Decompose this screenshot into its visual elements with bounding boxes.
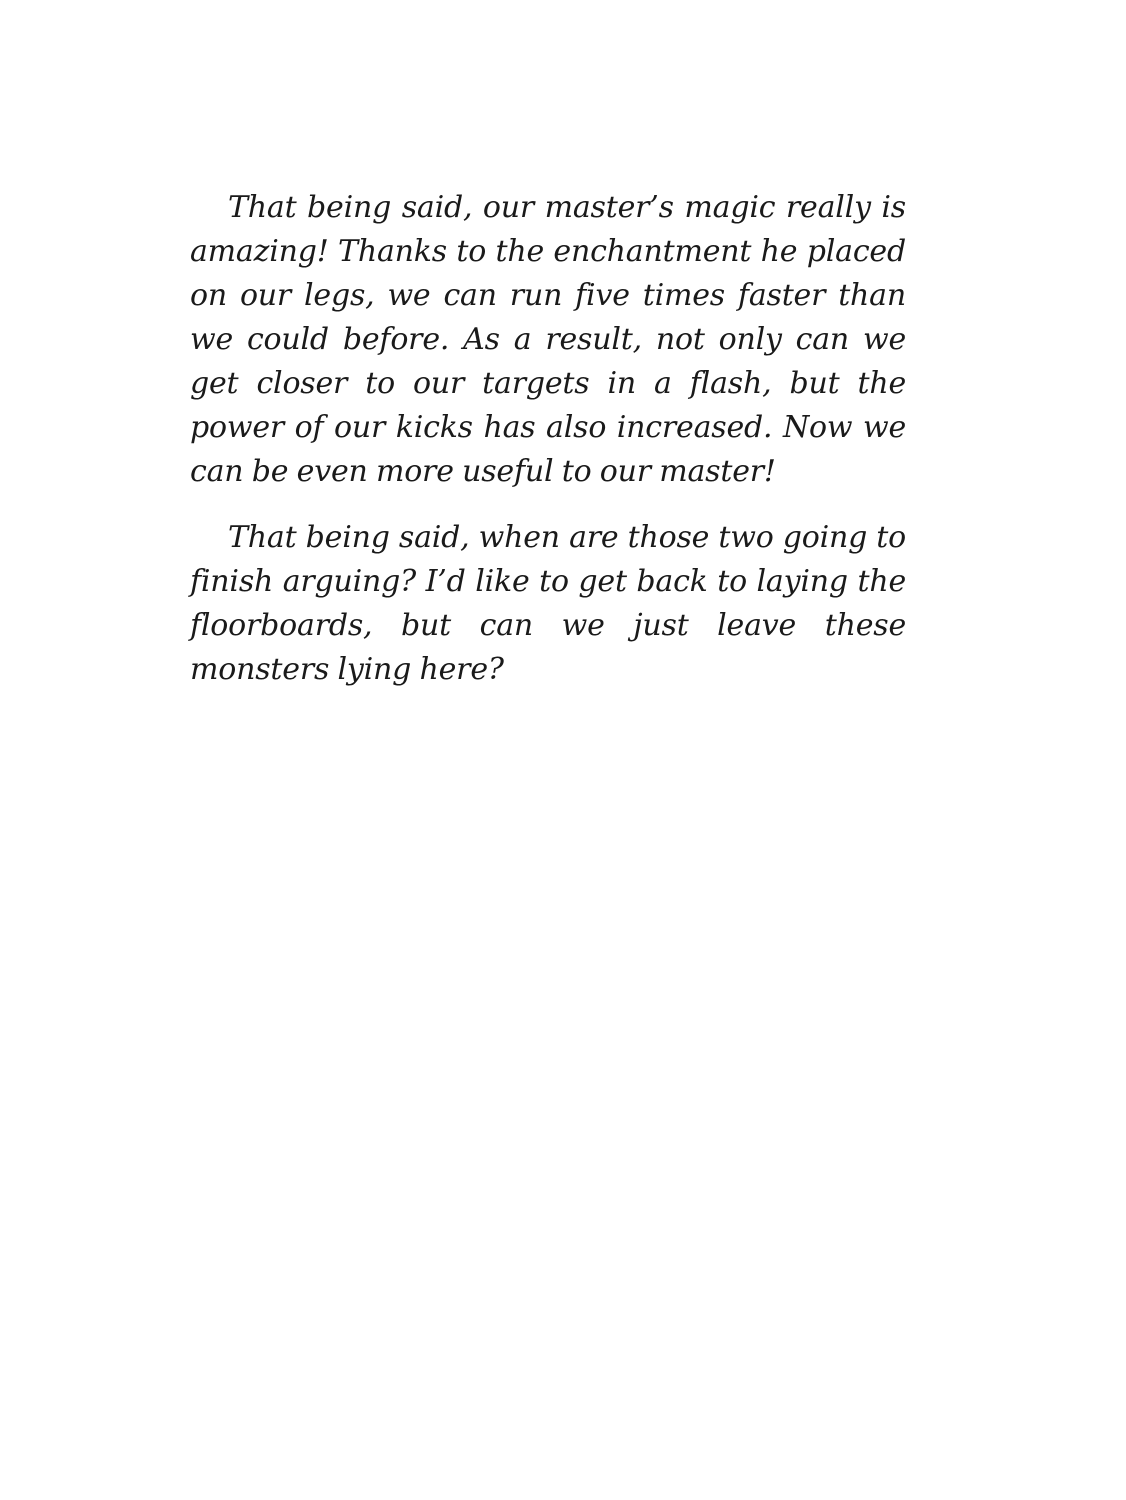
body-text <box>190 186 906 692</box>
paragraph-1: That being said, our master’s magic really is amazing! Thanks to the enchantment he placed on our legs, we can run five times faster than we could before. As a result, not only can we get closer to our targets in a flash, but the power of our kicks has also increased. Now we can be even more useful to our master! <box>190 190 906 489</box>
paragraph-2: That being said, when are those two going to finish arguing? I’d like to get back to laying the floorboards, but can we just leave these monsters lying here? <box>190 520 906 687</box>
